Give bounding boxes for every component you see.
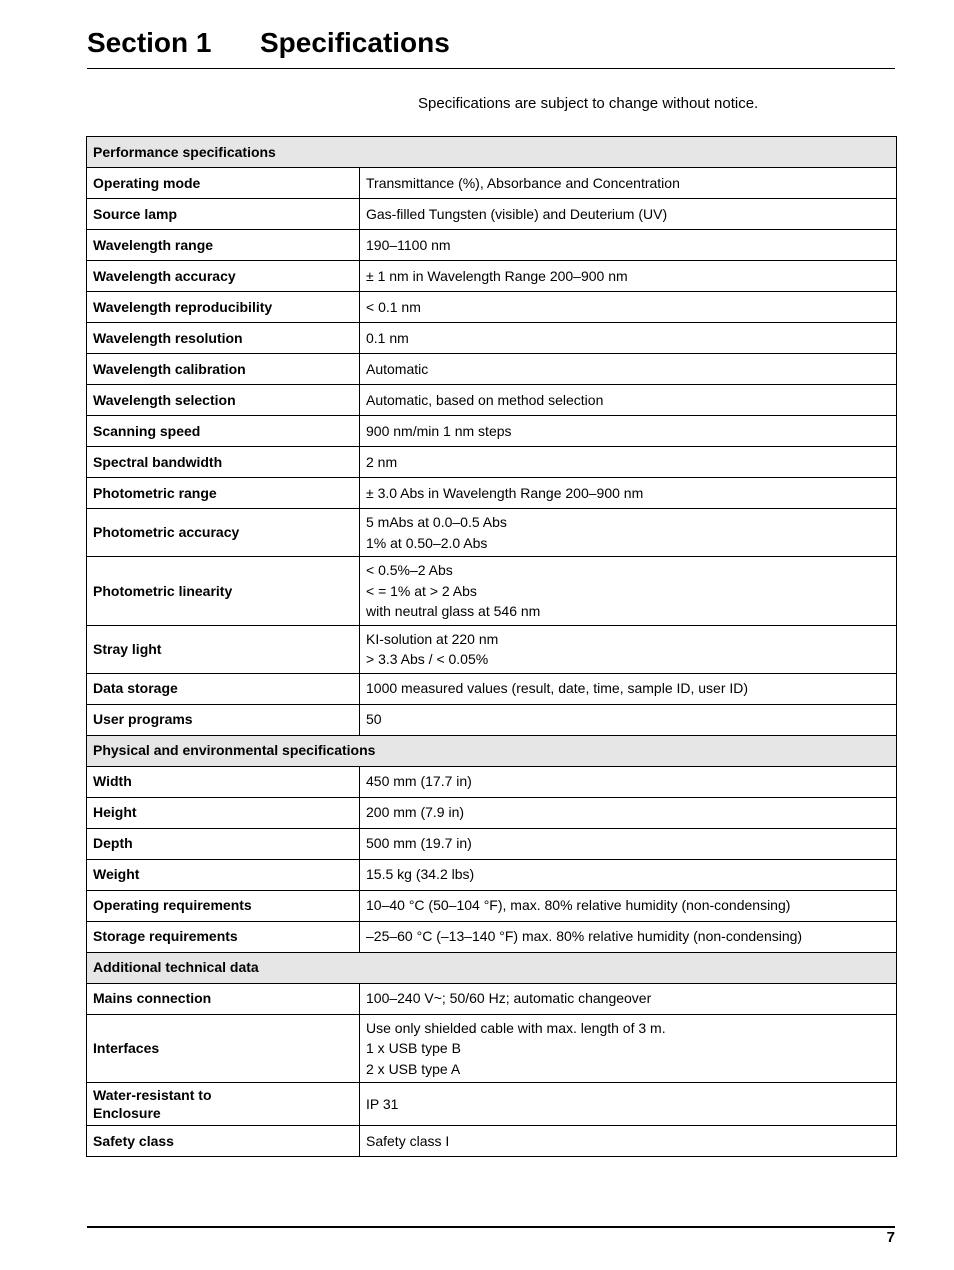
spec-label: Weight [93, 866, 140, 883]
spec-label: Wavelength selection [93, 391, 236, 408]
spec-row [87, 509, 897, 557]
spec-label-cell [87, 199, 360, 230]
spec-label-cell [87, 1083, 360, 1126]
spec-label-cell [87, 416, 360, 447]
spec-value: 50 [366, 711, 382, 728]
spec-label-cell [87, 673, 360, 704]
spec-value: 500 mm (19.7 in) [366, 835, 472, 852]
spec-value: Transmittance (%), Absorbance and Concentration [366, 174, 680, 191]
spec-value: –25–60 °C (–13–140 °F) max. 80% relative humidity (non-condensing) [366, 928, 803, 945]
spec-value-cell [360, 230, 897, 261]
spec-row [87, 859, 897, 890]
spec-value-cell [360, 828, 897, 859]
spec-row [87, 1126, 897, 1157]
spec-row [87, 983, 897, 1014]
spec-value: 0.1 nm [366, 329, 409, 346]
spec-row [87, 292, 897, 323]
spec-value-cell [360, 261, 897, 292]
spec-value: IP 31 [366, 1095, 399, 1112]
spec-label-cell [87, 766, 360, 797]
spec-value-cell [360, 168, 897, 199]
spec-value: Gas-filled Tungsten (visible) and Deuterium (UV) [366, 205, 668, 222]
spec-label-cell [87, 168, 360, 199]
spec-value: 5 mAbs at 0.0–0.5 Abs [366, 514, 507, 530]
spec-label: Width [93, 773, 132, 790]
spec-value-cell [360, 1126, 897, 1157]
spec-label: Scanning speed [93, 422, 201, 439]
spec-row [87, 890, 897, 921]
spec-label-cell [87, 354, 360, 385]
spec-label: Wavelength accuracy [93, 267, 236, 284]
spec-value-cell [360, 323, 897, 354]
spec-value: < = 1% at > 2 Abs [366, 582, 477, 599]
spec-value-cell [360, 890, 897, 921]
spec-row [87, 230, 897, 261]
spec-label-cell [87, 230, 360, 261]
spec-label-cell [87, 557, 360, 626]
spec-value: 200 mm (7.9 in) [366, 804, 465, 821]
spec-row [87, 1083, 897, 1126]
specifications-table-body [87, 137, 897, 1157]
spec-value-cell [360, 1083, 897, 1126]
spec-value: ± 1 nm in Wavelength Range 200–900 nm [366, 267, 628, 284]
page-number: 7 [886, 1229, 895, 1246]
spec-value: 1% at 0.50–2.0 Abs [366, 534, 488, 551]
spec-label: Photometric linearity [93, 582, 233, 599]
spec-label-cell [87, 983, 360, 1014]
spec-value-cell [360, 416, 897, 447]
spec-value-cell [360, 921, 897, 952]
section-number: Section 1 [87, 27, 212, 58]
spec-label-cell [87, 704, 360, 735]
spec-value-cell [360, 199, 897, 230]
spec-value: 450 mm (17.7 in) [366, 773, 472, 790]
section-header-row [87, 137, 897, 168]
spec-value: < 0.1 nm [366, 298, 421, 315]
spec-row [87, 323, 897, 354]
spec-value: KI-solution at 220 nm [366, 630, 499, 647]
spec-label-cell [87, 478, 360, 509]
spec-value-cell [360, 673, 897, 704]
spec-value-cell [360, 859, 897, 890]
spec-value: 2 nm [366, 453, 398, 470]
spec-value: Use only shielded cable with max. length of 3 m. [366, 1019, 666, 1036]
spec-value: 15.5 kg (34.2 lbs) [366, 866, 475, 883]
spec-label: Mains connection [93, 990, 212, 1007]
spec-value: 900 nm/min 1 nm steps [366, 422, 512, 439]
spec-label-cell [87, 261, 360, 292]
spec-label-cell [87, 890, 360, 921]
spec-label-cell [87, 385, 360, 416]
heading-rule [87, 68, 895, 69]
section-header-cell: Physical and environmental specifications [87, 735, 897, 766]
spec-value-cell [360, 354, 897, 385]
spec-label: Storage requirements [93, 928, 238, 945]
spec-label: Water-resistant to [93, 1087, 212, 1103]
spec-value-cell [360, 447, 897, 478]
spec-label-cell [87, 859, 360, 890]
spec-label-cell [87, 625, 360, 673]
spec-value: Automatic, based on method selection [366, 391, 604, 408]
section-header-row [87, 735, 897, 766]
spec-value: 1000 measured values (result, date, time, sample ID, user ID) [366, 680, 749, 697]
spec-row [87, 828, 897, 859]
spec-row [87, 168, 897, 199]
spec-value-cell [360, 509, 897, 557]
spec-value: ± 3.0 Abs in Wavelength Range 200–900 nm [366, 484, 644, 501]
spec-value: 2 x USB type A [366, 1060, 461, 1077]
spec-label: Interfaces [93, 1040, 160, 1056]
spec-value-cell [360, 557, 897, 626]
spec-row [87, 261, 897, 292]
spec-value-cell [360, 1014, 897, 1083]
spec-value: Automatic [366, 360, 429, 377]
spec-label: Wavelength range [93, 236, 214, 253]
spec-label: Operating requirements [93, 897, 252, 914]
spec-label-cell [87, 1014, 360, 1083]
section-title: Specifications [260, 27, 450, 58]
spec-value: 10–40 °C (50–104 °F), max. 80% relative humidity (non-condensing) [366, 897, 791, 914]
footer-rule [87, 1226, 895, 1228]
spec-label: Photometric range [93, 484, 217, 501]
spec-label-cell [87, 828, 360, 859]
spec-row [87, 1014, 897, 1083]
section-header-cell: Performance specifications [87, 137, 897, 168]
spec-label-cell [87, 509, 360, 557]
spec-value-cell [360, 797, 897, 828]
spec-value: > 3.3 Abs / < 0.05% [366, 651, 489, 667]
spec-value: 190–1100 nm [366, 236, 451, 253]
spec-value-cell [360, 385, 897, 416]
spec-label: Operating mode [93, 174, 201, 191]
spec-value-cell [360, 625, 897, 673]
spec-row [87, 921, 897, 952]
spec-row [87, 385, 897, 416]
spec-label-cell [87, 447, 360, 478]
spec-label: Spectral bandwidth [93, 453, 223, 470]
spec-row [87, 447, 897, 478]
spec-row [87, 416, 897, 447]
spec-label: Data storage [93, 680, 178, 697]
spec-label: Source lamp [93, 205, 178, 222]
spec-value-cell [360, 766, 897, 797]
spec-value: < 0.5%–2 Abs [366, 562, 453, 578]
spec-value-cell [360, 983, 897, 1014]
spec-label: Height [93, 804, 137, 821]
spec-label: Depth [93, 835, 133, 852]
spec-label: Wavelength resolution [93, 329, 243, 346]
spec-value: Safety class I [366, 1132, 450, 1149]
spec-label-cell [87, 1126, 360, 1157]
spec-value: with neutral glass at 546 nm [366, 603, 541, 619]
spec-label: Wavelength reproducibility [93, 298, 273, 315]
spec-row [87, 704, 897, 735]
spec-label-cell [87, 323, 360, 354]
spec-row [87, 478, 897, 509]
spec-row [87, 354, 897, 385]
specifications-table [86, 136, 897, 1157]
spec-row [87, 797, 897, 828]
section-header-row [87, 952, 897, 983]
spec-row [87, 557, 897, 626]
section-header-cell: Additional technical data [87, 952, 897, 983]
spec-label: Wavelength calibration [93, 360, 246, 377]
spec-label: Enclosure [93, 1105, 161, 1121]
spec-label: Photometric accuracy [93, 524, 240, 541]
spec-row [87, 766, 897, 797]
spec-row [87, 673, 897, 704]
spec-value: 100–240 V~; 50/60 Hz; automatic changeover [366, 990, 652, 1007]
spec-label-cell [87, 797, 360, 828]
spec-label: User programs [93, 711, 193, 728]
spec-row [87, 625, 897, 673]
spec-value-cell [360, 478, 897, 509]
spec-value: 1 x USB type B [366, 1040, 461, 1056]
spec-row [87, 199, 897, 230]
spec-value-cell [360, 292, 897, 323]
spec-label: Stray light [93, 640, 162, 657]
spec-label-cell [87, 921, 360, 952]
spec-value-cell [360, 704, 897, 735]
change-notice: Specifications are subject to change without notice. [418, 95, 759, 112]
spec-label-cell [87, 292, 360, 323]
spec-label: Safety class [93, 1132, 174, 1149]
